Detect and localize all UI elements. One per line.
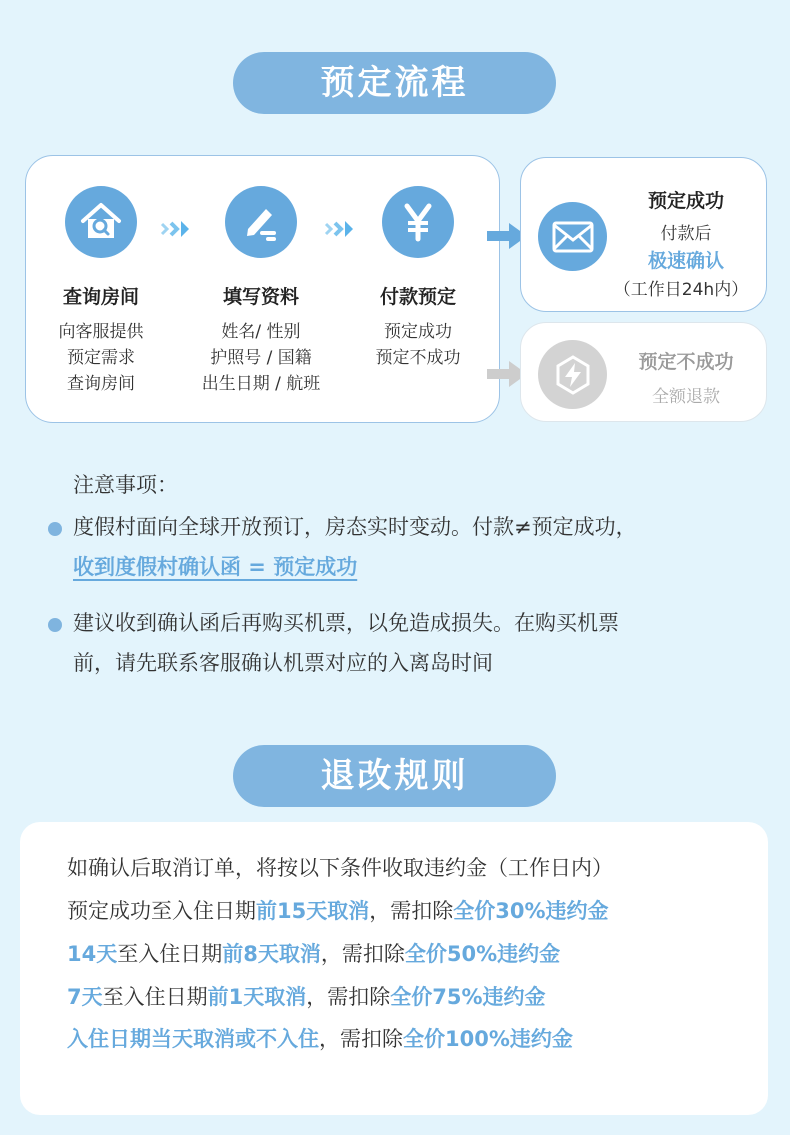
envelope-icon <box>538 202 607 271</box>
result-fail-title: 预定不成功 <box>638 351 734 373</box>
booking-flow-panel <box>25 155 500 423</box>
step-fill-info <box>186 186 336 397</box>
result-fail-note: 全额退款 <box>652 387 720 407</box>
result-fail-card <box>520 322 767 422</box>
rule-line: 入住日期当天取消或不入住，需扣除全价100%违约金 <box>67 1027 573 1051</box>
note-text: 建议收到确认函后再购买机票，以免造成损失。在购买机票 <box>73 611 619 635</box>
step-desc: 预定成功 预定不成功 <box>375 322 461 368</box>
bullet-dot <box>48 618 62 632</box>
result-success-note: （工作日24h内） <box>613 280 749 300</box>
result-success-line: 付款后 <box>660 224 712 244</box>
confirmation-letter-link: 收到度假村确认函 = 预定成功 <box>73 555 358 579</box>
step-query-room <box>26 186 176 397</box>
step-title: 查询房间 <box>62 286 139 308</box>
result-success-highlight: 极速确认 <box>647 250 724 272</box>
note-item <box>48 603 748 683</box>
notes-heading: 注意事项： <box>73 473 178 497</box>
step-desc: 向客服提供 预定需求 查询房间 <box>58 322 144 394</box>
note-text: 度假村面向全球开放预订，房态实时变动。付款≠预定成功， <box>73 515 637 539</box>
rule-intro: 如确认后取消订单，将按以下条件收取违约金（工作日内） <box>67 856 613 880</box>
step-payment <box>343 186 493 371</box>
rule-line: 7天至入住日期前1天取消，需扣除全价75%违约金 <box>67 985 546 1009</box>
note-item <box>48 507 748 587</box>
house-search-icon <box>65 186 137 258</box>
step-title: 付款预定 <box>379 286 456 308</box>
rules-title: 退改规则 <box>233 745 556 807</box>
rules-panel <box>20 822 768 1115</box>
result-success-title: 预定成功 <box>647 190 724 212</box>
result-success-card <box>520 157 767 312</box>
notes-section <box>48 468 748 683</box>
lightning-icon <box>538 340 607 409</box>
rule-line: 14天至入住日期前8天取消，需扣除全价50%违约金 <box>67 942 561 966</box>
bullet-dot <box>48 522 62 536</box>
step-title: 填写资料 <box>222 286 299 308</box>
step-desc: 姓名/ 性别 护照号 / 国籍 出生日期 / 航班 <box>201 322 321 394</box>
note-text: 前，请先联系客服确认机票对应的入离岛时间 <box>73 651 493 675</box>
rule-line: 预定成功至入住日期前15天取消，需扣除全价30%违约金 <box>67 899 609 923</box>
yen-icon <box>382 186 454 258</box>
flow-title: 预定流程 <box>233 52 556 114</box>
pencil-edit-icon <box>225 186 297 258</box>
